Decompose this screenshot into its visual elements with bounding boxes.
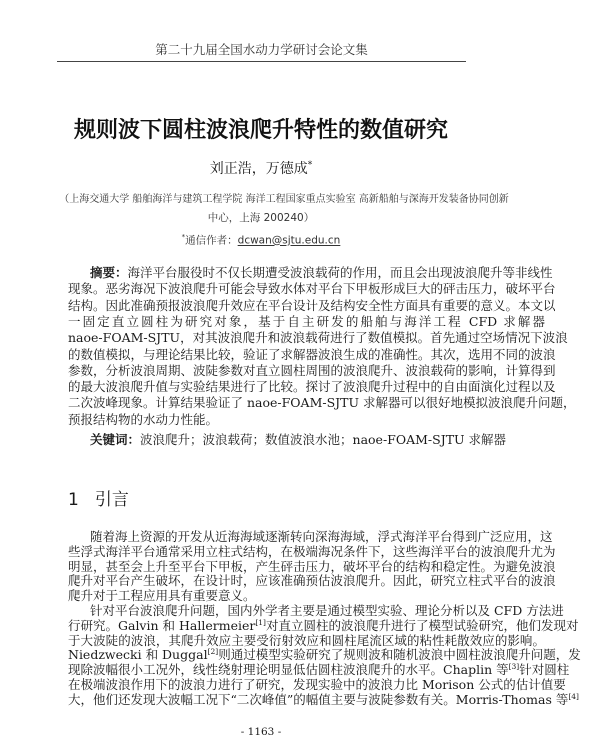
body-line xyxy=(90,529,553,544)
abstract-line xyxy=(68,379,556,395)
body-line xyxy=(68,558,556,574)
citation-ref[interactable]: [3] xyxy=(508,662,520,672)
abstract-label: 摘要： xyxy=(90,265,128,280)
abstract-line xyxy=(68,297,556,313)
abstract-line xyxy=(68,412,545,427)
body-text-segment: 对直立圆柱的波浪爬升进行了模型试验研究，他们发现对 xyxy=(265,617,579,633)
body-text-segment: 爬升对平台产生破坏，在设计时，应该准确预估波浪爬升。因此，研究立柱式平台的波浪 xyxy=(68,573,556,589)
abstract-line xyxy=(68,314,545,329)
paper-title: 规则波下圆柱波浪爬升特性的数值研究 xyxy=(73,118,448,143)
body-line xyxy=(68,647,581,663)
affiliation-line-2: 中心，上海 200240） xyxy=(207,212,315,224)
corresponding-author xyxy=(0,231,522,248)
section-heading xyxy=(68,485,129,510)
section-number: 1 xyxy=(68,490,79,510)
abstract-text: 参数，分析波浪周期、波陡参数对直立圆柱周围的波浪爬升、波浪载荷的影响，计算得到 xyxy=(68,362,556,378)
header-rule xyxy=(57,61,466,62)
body-line xyxy=(68,633,545,648)
abstract-text: 结构。因此准确预报波浪爬升效应在平台设计及结构安全性方面具有重要的意义。本文以 xyxy=(68,297,556,313)
corresponding-mark: * xyxy=(307,160,313,171)
abstract-text: 海洋平台服役时不仅长期遭受波浪载荷的作用，而且会出现波浪爬升等非线性 xyxy=(127,265,553,280)
citation-ref[interactable]: [1] xyxy=(255,617,266,627)
abstract-line xyxy=(68,395,576,411)
abstract-text: 预报结构物的水动力性能。 xyxy=(68,411,219,427)
keywords xyxy=(90,432,545,447)
abstract-line xyxy=(68,346,556,362)
body-line xyxy=(68,543,556,559)
abstract-text: 的数值模拟，与理论结果比较，验证了求解器波浪生成的准确性。其次，选用不同的波浪 xyxy=(68,346,556,362)
body-text-segment: Niedzwecki 和 Duggal xyxy=(68,647,208,663)
body-text-segment: 行研究。Galvin 和 Hallermeier xyxy=(68,617,256,633)
abstract-line xyxy=(68,362,556,378)
body-line xyxy=(68,588,545,603)
body-text-segment: 爬升对于工程应用具有重要意义。 xyxy=(68,588,256,604)
authors xyxy=(0,158,522,178)
keywords-label: 关键词： xyxy=(90,432,141,447)
body-line xyxy=(68,677,566,692)
body-line xyxy=(68,617,579,633)
abstract-text: naoe-FOAM-SJTU，对其波浪爬升和波浪载荷进行了数值模拟。首先通过空场情况下波浪 xyxy=(68,330,568,346)
affiliation-line-1: （上海交通大学 船舶海洋与建筑工程学院 海洋工程国家重点实验室 高新船舶与深海开发装备协同创新 xyxy=(59,194,509,205)
body-line xyxy=(68,573,556,589)
running-head: 第二十九届全国水动力学研讨会论文集 xyxy=(155,42,368,57)
corresponding-mark: * xyxy=(181,233,186,241)
body-line xyxy=(90,603,564,618)
body-text-segment: 现除波幅很小工况外，线性绕射理论明显低估圆柱波浪爬升的水平。Chaplin 等 xyxy=(68,662,509,678)
section-title: 引言 xyxy=(94,490,129,510)
email-link[interactable]: dcwan@sjtu.edu.cn xyxy=(237,234,341,247)
body-text-segment: 大，他们还发现大波幅工况下“二次峰值”的幅值主要与波陡参数有关。Morris-Thomas 等 xyxy=(68,691,569,707)
body-text-segment: 明显，甚至会上升至平台下甲板，产生砰击压力，破坏平台的结构和稳定性。为避免波浪 xyxy=(68,558,556,574)
abstract-line xyxy=(68,330,568,346)
body-line xyxy=(68,691,579,707)
abstract-text: 的最大波浪爬升值与实验结果进行了比较。探讨了波浪爬升过程中的自由面演化过程以及 xyxy=(68,379,556,395)
citation-ref[interactable]: [4] xyxy=(568,691,579,701)
abstract-line xyxy=(90,265,553,280)
corresponding-label: 通信作者： xyxy=(185,234,238,247)
abstract-text: 现象。恶劣海况下波浪爬升可能会导致水体对平台下甲板形成巨大的砰击压力，破坏平台 xyxy=(68,281,556,297)
abstract-text: 二次波峰现象。计算结果验证了 naoe-FOAM-SJTU 求解器可以很好地模拟波浪爬升问题， xyxy=(68,395,576,411)
body-text-segment: 针对圆柱 xyxy=(519,662,570,678)
page-number: - 1163 - xyxy=(240,726,282,738)
body-text-segment: 针对平台波浪爬升问题，国内外学者主要是通过模型实验、理论分析以及 CFD 方法进 xyxy=(90,603,564,618)
keywords-text: 波浪爬升；波浪载荷；数值波浪水池；naoe-FOAM-SJTU 求解器 xyxy=(140,432,507,447)
body-text-segment: 些浮式海洋平台通常采用立柱式结构，在极端海况条件下，这些海洋平台的波浪爬升尤为 xyxy=(68,543,556,559)
body-text-segment: 于大波陡的波浪，其爬升效应主要受衍射效应和圆柱尾流区域的粘性耗散效应的影响。 xyxy=(68,632,545,648)
abstract-text: 一固定直立圆柱为研究对象，基于自主研发的船舶与海洋工程 CFD 求解器 xyxy=(68,313,545,329)
body-text-segment: 随着海上资源的开发从近海海域逐渐转向深海海域，浮式海洋平台得到广泛应用，这 xyxy=(90,529,553,544)
body-text-segment: 则通过模型实验研究了规则波和随机波浪中圆柱波浪爬升问题，发 xyxy=(218,647,581,663)
body-text-segment: 在极端波浪作用下的波浪力进行了研究，发现实验中的波浪力比 Morison 公式的估计值要 xyxy=(68,677,566,692)
abstract-line xyxy=(68,281,556,297)
citation-ref[interactable]: [2] xyxy=(207,647,219,657)
body-line xyxy=(68,662,570,678)
author-names: 刘正浩，万德成 xyxy=(209,161,308,177)
